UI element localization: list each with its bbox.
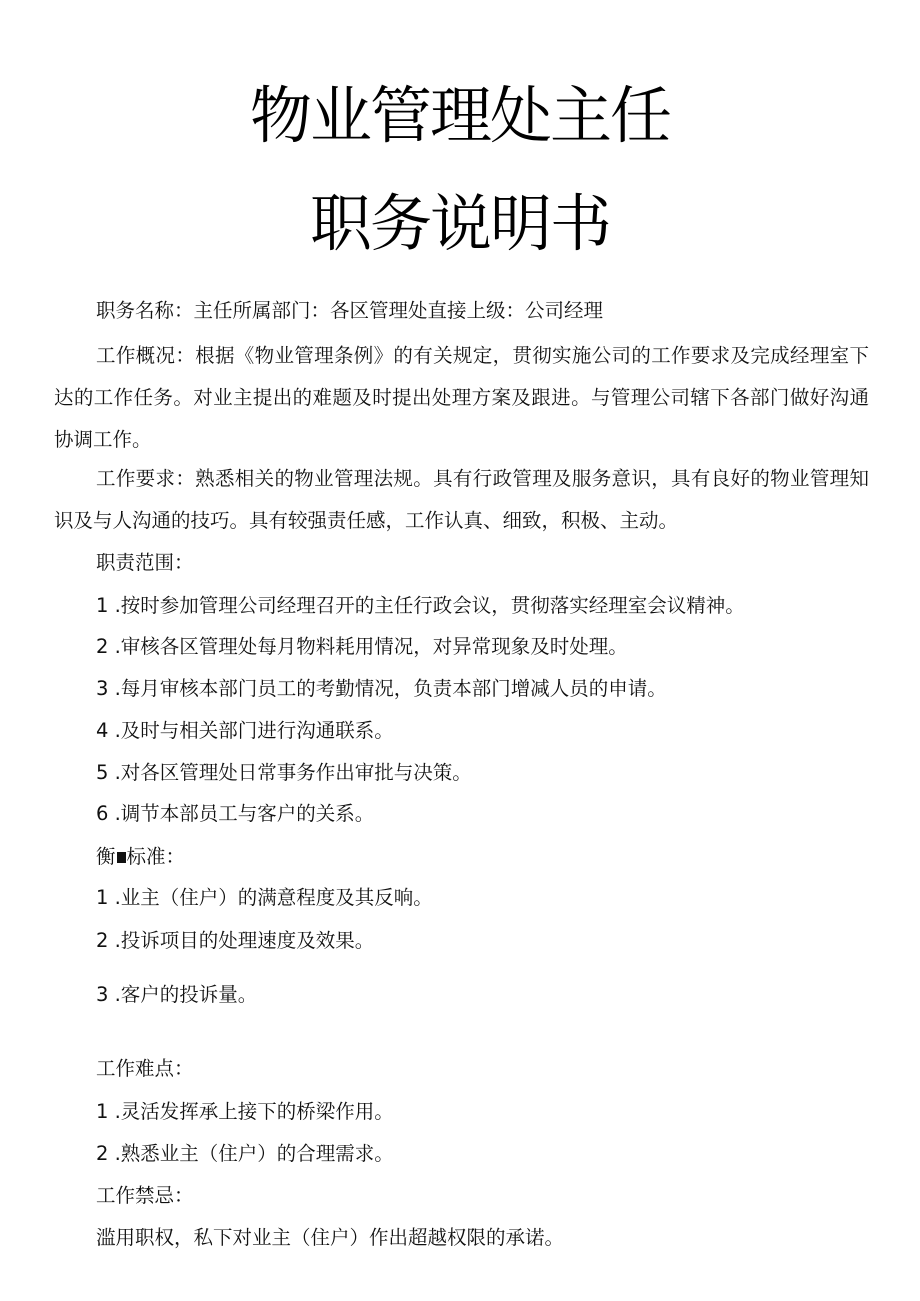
- overview-paragraph: 工作概况：根据《物业管理条例》的有关规定，贯彻实施公司的工作要求及完成经理室下达的工作任务。对业主提出的难题及时提出处理方案及跟进。与管理公司辖下各部门做好沟通协调工作。: [54, 344, 869, 451]
- doc-title-line1: 物业管理处主任: [249, 79, 670, 152]
- standard-item: 2 .投诉项目的处理速度及效果。: [96, 929, 375, 952]
- difficulty-item: 2 .熟悉业主（住户）的合理需求。: [96, 1142, 394, 1165]
- job-info: 职务名称：主任所属部门：各区管理处直接上级：公司经理: [96, 299, 604, 322]
- scope-item: 1 .按时参加管理公司经理召开的主任行政会议，贯彻落实经理室会议精神。: [96, 594, 745, 617]
- taboo-heading: 工作禁忌：: [96, 1184, 194, 1207]
- unknown-glyph-icon: [117, 852, 126, 863]
- taboo-text: 滥用职权，私下对业主（住户）作出超越权限的承诺。: [96, 1226, 565, 1249]
- scope-heading: 职责范围：: [96, 551, 194, 574]
- difficulty-item: 1 .灵活发挥承上接下的桥梁作用。: [96, 1100, 394, 1123]
- standard-heading: [96, 844, 185, 870]
- difficulty-heading: 工作难点：: [96, 1057, 194, 1080]
- standard-heading-suffix: 标准：: [126, 845, 186, 868]
- requirements-paragraph: 工作要求：熟悉相关的物业管理法规。具有行政管理及服务意识，具有良好的物业管理知识及与人沟通的技巧。具有较强责任感，工作认真、细致，积极、主动。: [54, 467, 869, 532]
- scope-item: 4 .及时与相关部门进行沟通联系。: [96, 719, 394, 742]
- doc-title-line2: 职务说明书: [309, 187, 610, 260]
- standard-item: 3 .客户的投诉量。: [96, 983, 258, 1006]
- standard-heading-prefix: 衡: [96, 845, 116, 868]
- scope-item: 3 .每月审核本部门员工的考勤情况，负责本部门增减人员的申请。: [96, 677, 667, 700]
- scope-item: 5 .对各区管理处日常事务作出审批与决策。: [96, 761, 472, 784]
- scope-item: 6 .调节本部员工与客户的关系。: [96, 802, 375, 825]
- standard-item: 1 .业主（住户）的满意程度及其反响。: [96, 886, 433, 909]
- scope-item: 2 .审核各区管理处每月物料耗用情况，对异常现象及时处理。: [96, 635, 628, 658]
